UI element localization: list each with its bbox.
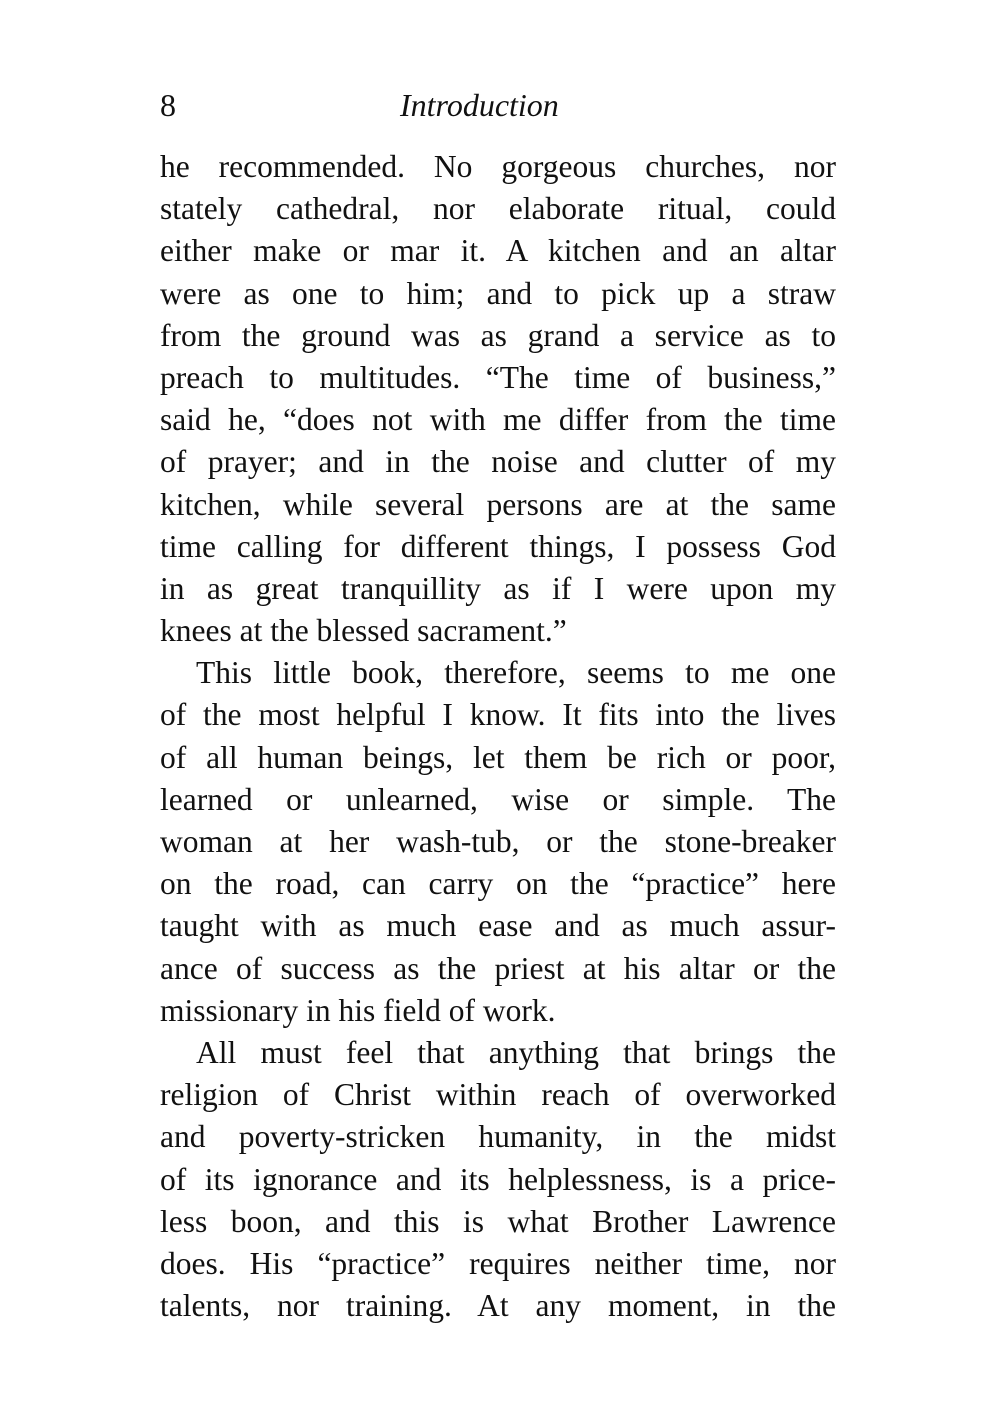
running-head: [160, 80, 836, 130]
running-title: Introduction: [400, 87, 559, 123]
text-line: stately cathedral, nor elaborate ritual, could: [160, 191, 836, 227]
text-line: were as one to him; and to pick up a straw: [160, 275, 836, 311]
text-line: does. His “practice” requires neither time, nor: [160, 1245, 836, 1281]
text-line: said he, “does not with me differ from the time: [160, 402, 836, 438]
text-line: he recommended. No gorgeous churches, nor: [160, 149, 836, 184]
text-line: taught with as much ease and as much assur-: [160, 908, 836, 944]
page-number: 8: [160, 87, 176, 123]
text-line: in as great tranquillity as if I were upon my: [160, 570, 836, 606]
text-line: talents, nor training. At any moment, in the: [160, 1288, 836, 1324]
body-text: [160, 146, 836, 1327]
text-line: time calling for different things, I possess God: [160, 528, 836, 564]
text-line: preach to multitudes. “The time of business,”: [160, 359, 836, 395]
text-line: of all human beings, let them be rich or poor,: [160, 739, 836, 775]
text-line: from the ground was as grand a service as to: [160, 317, 836, 353]
text-line: missionary in his field of work.: [160, 992, 556, 1028]
text-line: woman at her wash-tub, or the stone-breaker: [160, 824, 836, 859]
text-line: of prayer; and in the noise and clutter of my: [160, 444, 836, 480]
text-line: on the road, can carry on the “practice” here: [160, 866, 836, 902]
text-line: either make or mar it. A kitchen and an altar: [160, 233, 836, 269]
text-line: ance of success as the priest at his altar or the: [160, 950, 836, 986]
text-line: less boon, and this is what Brother Lawrence: [160, 1203, 836, 1239]
text-line: and poverty-stricken humanity, in the midst: [160, 1119, 836, 1155]
text-line: of its ignorance and its helplessness, is a price-: [160, 1161, 836, 1197]
text-line: learned or unlearned, wise or simple. The: [160, 781, 836, 817]
paragraph-first-line: This little book, therefore, seems to me one: [196, 655, 836, 691]
paragraph-first-line: All must feel that anything that brings the: [196, 1034, 836, 1070]
text-line: religion of Christ within reach of overworked: [160, 1077, 836, 1113]
text-line: of the most helpful I know. It fits into the lives: [160, 697, 836, 733]
text-line: knees at the blessed sacrament.”: [160, 613, 567, 649]
text-line: kitchen, while several persons are at the same: [160, 486, 836, 522]
